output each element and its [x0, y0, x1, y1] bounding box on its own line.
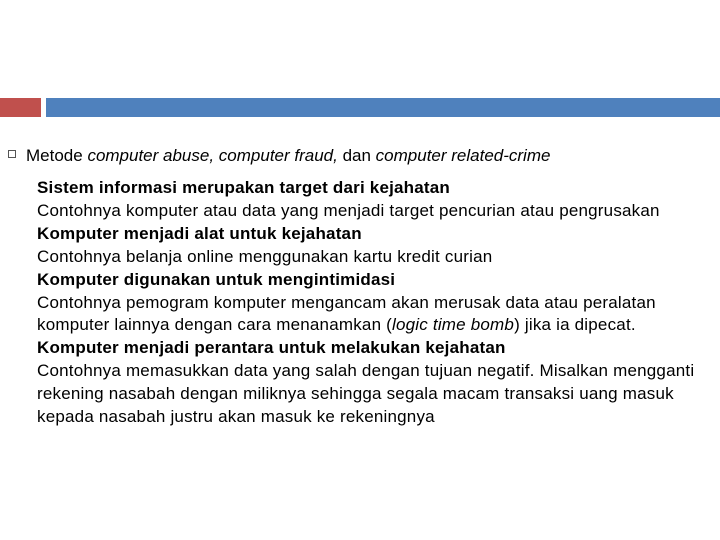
- item-text: Contohnya komputer atau data yang menjadi target pencurian atau pengrusakan: [37, 200, 660, 220]
- accent-bar-red: [0, 98, 41, 117]
- item-title: Komputer digunakan untuk mengintimidasi: [37, 269, 396, 289]
- content-body: [37, 177, 707, 429]
- item-text-part: ) jika ia dipecat.: [514, 315, 636, 335]
- item-text-italic: logic time bomb: [392, 315, 515, 335]
- heading-italic: computer abuse, computer fraud,: [87, 146, 338, 165]
- item-text: Contohnya belanja online menggunakan kartu kredit curian: [37, 246, 493, 266]
- heading-prefix: Metode: [26, 146, 88, 165]
- slide-heading: [26, 145, 550, 167]
- hollow-square-icon: [8, 150, 16, 158]
- accent-bar-blue: [46, 98, 720, 117]
- item-title: Sistem informasi merupakan target dari kejahatan: [37, 178, 451, 197]
- item-title: Komputer menjadi perantara untuk melakukan kejahatan: [37, 338, 506, 358]
- item-text: [37, 292, 707, 338]
- heading-middle: dan: [337, 146, 376, 165]
- item-text: Contohnya memasukkan data yang salah dengan tujuan negatif. Misalkan mengganti rekening nasabah dengan miliknya sehingga segala macam transaksi uang masuk kepada nasabah justru akan masuk ke rekeningnya: [37, 361, 695, 427]
- heading-italic-2: computer related-crime: [375, 146, 551, 165]
- item-title: Komputer menjadi alat untuk kejahatan: [37, 223, 362, 243]
- item-text-part: Contohnya pemogram komputer mengancam akan merusak data atau peralatan komputer lainnya dengan cara menanamkan (: [37, 292, 656, 335]
